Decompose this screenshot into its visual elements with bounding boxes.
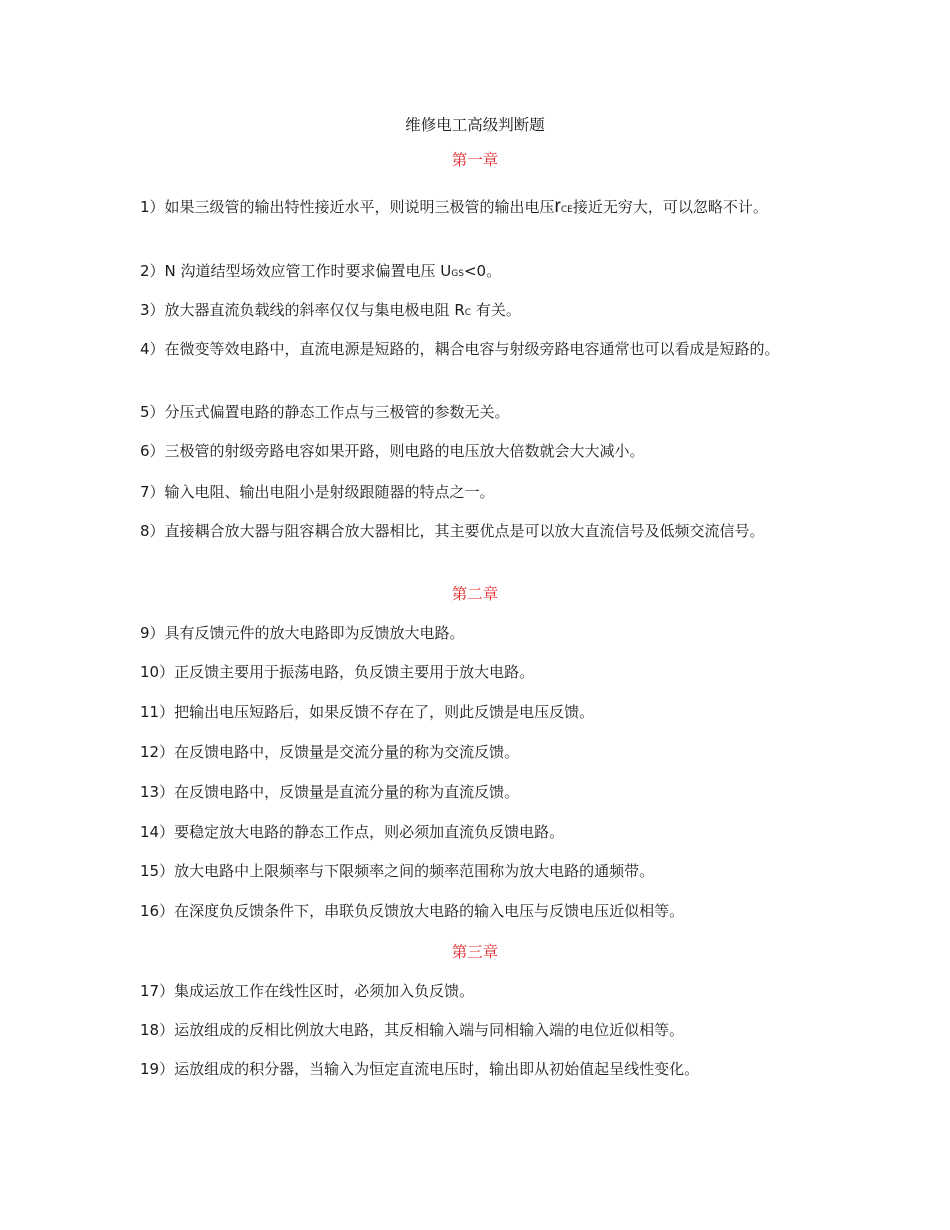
question-2-text-a: 2）N 沟道结型场效应管工作时要求偏置电压 U: [140, 262, 452, 280]
question-7: 7）输入电阻、输出电阻小是射级跟随器的特点之一。: [140, 483, 495, 501]
question-5: 5）分压式偏置电路的静态工作点与三极管的参数无关。: [140, 403, 510, 421]
chapter-heading-1: 第一章: [451, 151, 499, 169]
subscript-ce: CE: [560, 205, 573, 215]
subscript-gs: GS: [451, 269, 464, 279]
question-11: 11）把输出电压短路后，如果反馈不存在了，则此反馈是电压反馈。: [140, 703, 595, 721]
chapter-heading-2: 第二章: [451, 585, 499, 603]
question-18: 18）运放组成的反相比例放大电路，其反相输入端与同相输入端的电位近似相等。: [140, 1021, 685, 1039]
question-17: 17）集成运放工作在线性区时，必须加入负反馈。: [140, 982, 475, 1000]
question-3-text-b: 有关。: [471, 301, 521, 319]
question-6: 6）三极管的射级旁路电容如果开路，则电路的电压放大倍数就会大大减小。: [140, 442, 645, 460]
subscript-c: C: [464, 308, 472, 318]
question-1-text-a: 1）如果三级管的输出特性接近水平，则说明三极管的输出电压: [140, 198, 555, 216]
question-14: 14）要稳定放大电路的静态工作点，则必须加直流负反馈电路。: [140, 823, 565, 841]
question-16: 16）在深度负反馈条件下，串联负反馈放大电路的输入电压与反馈电压近似相等。: [140, 902, 685, 920]
question-8: 8）直接耦合放大器与阻容耦合放大器相比，其主要优点是可以放大直流信号及低频交流信号。: [140, 522, 765, 540]
chapter-heading-3: 第三章: [451, 943, 499, 961]
question-15: 15）放大电路中上限频率与下限频率之间的频率范围称为放大电路的通频带。: [140, 862, 655, 880]
question-2-text-b: <0。: [463, 262, 502, 280]
question-9: 9）具有反馈元件的放大电路即为反馈放大电路。: [140, 624, 465, 642]
symbol-r: r: [554, 196, 561, 217]
question-2: [140, 258, 812, 287]
question-1: [140, 194, 812, 223]
question-3: [140, 297, 812, 326]
question-19: 19）运放组成的积分器，当输入为恒定直流电压时，输出即从初始值起呈线性变化。: [140, 1060, 700, 1078]
question-10: 10）正反馈主要用于振荡电路，负反馈主要用于放大电路。: [140, 663, 535, 681]
question-12: 12）在反馈电路中，反馈量是交流分量的称为交流反馈。: [140, 743, 520, 761]
question-1-text-b: 接近无穷大，可以忽略不计。: [572, 198, 768, 216]
question-4: 4）在微变等效电路中，直流电源是短路的，耦合电容与射级旁路电容通常也可以看成是短路的。: [140, 340, 780, 358]
question-13: 13）在反馈电路中，反馈量是直流分量的称为直流反馈。: [140, 783, 520, 801]
question-3-text-a: 3）放大器直流负载线的斜率仅仅与集电极电阻 R: [140, 301, 465, 319]
document-title: 维修电工高级判断题: [405, 116, 545, 134]
